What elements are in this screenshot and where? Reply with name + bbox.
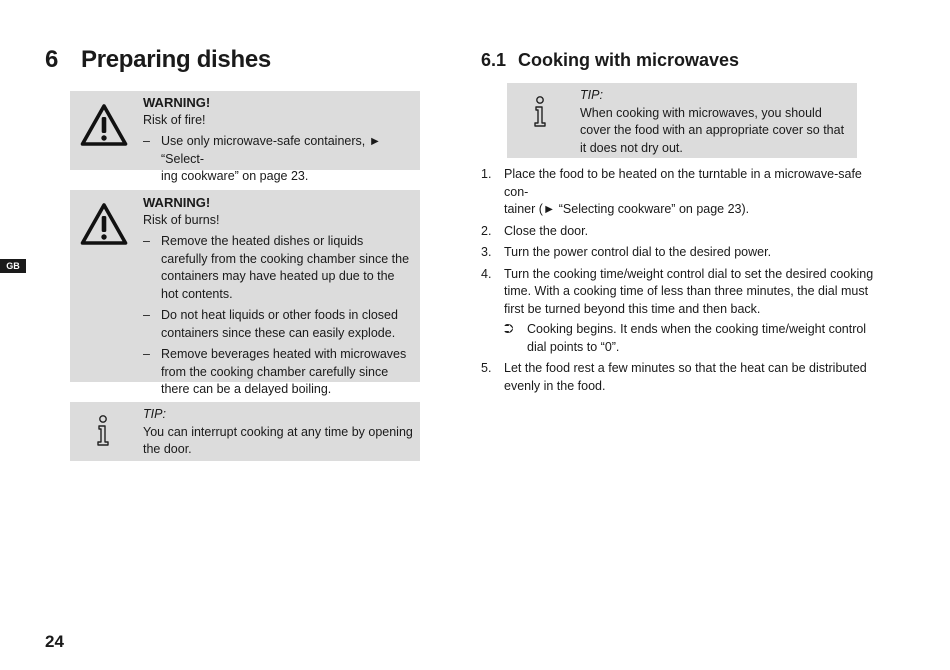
warning-item: – Remove beverages heated with microwaves from the cooking chamber carefully since there can be a delayed boiling.: [143, 346, 411, 399]
result-text: Cooking begins. It ends when the cooking time/weight control dial points to “0”.: [527, 322, 867, 354]
tip-title: TIP:: [580, 88, 603, 102]
page-number: 24: [45, 632, 64, 651]
result-arrow-icon: ⮊: [504, 322, 514, 336]
chapter-heading: [45, 46, 271, 74]
step-number: 1.: [481, 167, 492, 181]
warning-triangle-icon: [80, 202, 128, 246]
info-icon: [532, 96, 548, 128]
step-number: 4.: [481, 266, 492, 281]
warning-subtitle: Risk of burns!: [143, 212, 220, 227]
tip-text: When cooking with microwaves, you should cover the food with an appropriate cover so that it does not dry out.: [580, 105, 845, 155]
section-heading: [481, 50, 739, 71]
tip-text: You can interrupt cooking at any time by opening the door.: [143, 424, 413, 456]
language-tab: GB: [0, 259, 26, 273]
warning-title: WARNING!: [143, 95, 211, 110]
step-text: Place the food to be heated on the turntable in a microwave-safe con- tainer (► “Selecting cookware” on page 23).: [504, 167, 862, 216]
step-item: [481, 223, 881, 241]
chapter-number: 6: [45, 46, 59, 73]
step-number: 5.: [481, 361, 492, 375]
tip-box-cover: [507, 83, 857, 158]
step-text: Turn the cooking time/weight control dial to set the desired cooking time. With a cooking time of less than three minutes, the dial must first be turned beyond this time and then back.: [504, 266, 874, 316]
warning-item: – Remove the heated dishes or liquids carefully from the cooking chamber since the containers may have heated up due to the hot contents.: [143, 233, 411, 303]
info-icon: [95, 415, 111, 447]
tip-box-interrupt: [70, 402, 420, 461]
warning-item: – Do not heat liquids or other foods in closed containers since these can easily explode.: [143, 307, 411, 342]
step-item: [481, 266, 881, 357]
step-result: [504, 321, 881, 356]
step-text: Close the door.: [504, 223, 589, 238]
warning-box-burns: [70, 190, 420, 396]
steps-list: [481, 166, 881, 399]
step-text: Let the food rest a few minutes so that the heat can be distributed evenly in the food.: [504, 361, 867, 393]
tip-title: TIP:: [143, 407, 166, 421]
step-item: [481, 360, 881, 395]
step-text: Turn the power control dial to the desired power.: [504, 245, 772, 259]
step-number: 2.: [481, 223, 492, 238]
section-number: 6.1: [481, 50, 507, 70]
warning-box-fire: [70, 91, 420, 183]
warning-triangle-icon: [80, 103, 128, 147]
chapter-title: Preparing dishes: [81, 46, 271, 73]
section-title: Cooking with microwaves: [518, 50, 740, 70]
warning-subtitle: Risk of fire!: [143, 112, 206, 127]
warning-item: – Use only microwave-safe containers, ► “Select- ing cookware” on page 23.: [143, 133, 415, 186]
step-item: [481, 166, 881, 219]
step-number: 3.: [481, 245, 492, 259]
warning-title: WARNING!: [143, 195, 211, 210]
step-item: [481, 244, 881, 262]
